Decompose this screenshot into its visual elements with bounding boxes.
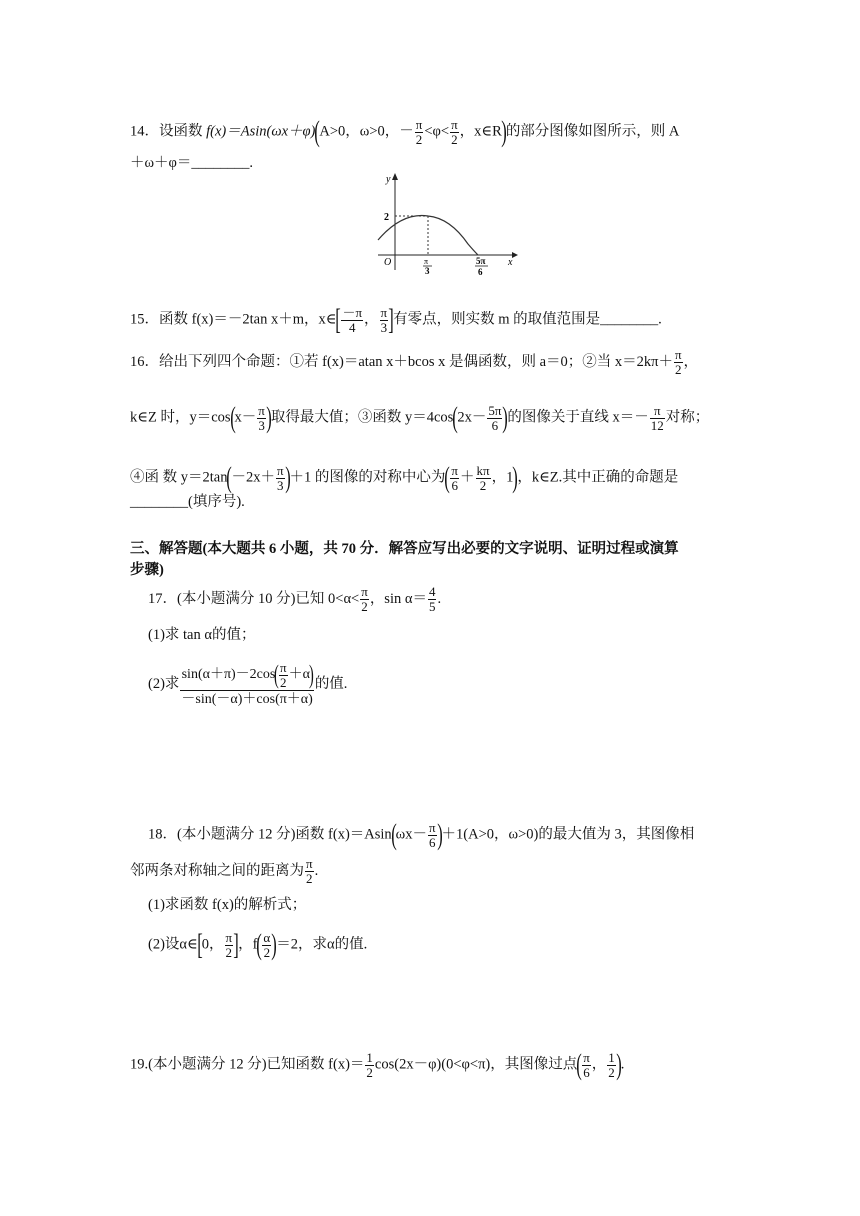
q16-line2 (130, 403, 709, 433)
q14-xr: ，x∈R (459, 123, 502, 140)
frac-pi-2-q17: $\frac{\pi}{2}$ (361, 584, 368, 614)
lp: ( (229, 401, 236, 434)
q19-end: . (620, 1056, 625, 1073)
frac-5pi-6: $\frac{5\pi}{6}$ (488, 402, 502, 433)
q16-l3f: ＋ (460, 469, 475, 486)
q18-tail: ＋1(A>0，ω>0)的最大值为 3，其图像相 (441, 826, 695, 843)
q17-den: －sin(－α)＋cos(π＋α) (181, 692, 313, 707)
frac-pi-6-q19: $\frac{\pi}{6}$ (583, 1049, 590, 1080)
section-heading-2: 步骤) (130, 562, 164, 578)
q16-l2c: 取得最大值；③函数 y＝4cos (270, 409, 454, 426)
q16-l2b: x－ (234, 409, 257, 426)
frac-pi-2: $\frac{\pi}{2}$ (415, 116, 423, 147)
q18-inner: ωx－ (395, 826, 427, 843)
frac-pi-3-b: $\frac{\pi}{3}$ (276, 462, 284, 493)
frac-neg-pi-4: $\frac{-\pi}{4}$ (342, 304, 363, 335)
q16-l3b: －2x＋ (231, 469, 275, 486)
rp: ) (266, 401, 272, 434)
section-heading: 三、解答题(本大题共 6 小题，共 70 分．解答应写出必要的文字说明、证明过程或演算 (130, 541, 679, 557)
frac-a-2: $\frac{\alpha}{2}$ (263, 929, 271, 960)
q16-line4: ________(填序号). (130, 494, 245, 510)
lp7: ( (576, 1048, 582, 1081)
q17-text: 17．(本小题满分 10 分)已知 0<α< (148, 590, 360, 607)
frac-pi-2-q18: $\frac{\pi}{2}$ (306, 856, 313, 886)
lp3: ( (226, 461, 233, 494)
left-paren: ( (314, 115, 321, 148)
q16-l2a: k∈Z 时，y＝cos (130, 409, 231, 426)
q16-l3j: ，k∈Z.其中正确的命题是 (517, 469, 679, 486)
q18-head (148, 820, 694, 850)
x-label: x (508, 257, 513, 268)
q16-l3c: ＋1 的图像的对称中心为 (289, 469, 446, 486)
frac-pi-3: $\frac{\pi}{3}$ (380, 304, 388, 335)
q18-part1: (1)求函数 f(x)的解析式； (148, 897, 307, 913)
frac-pi-12: $\frac{\pi}{12}$ (650, 402, 664, 433)
y-tick-2: 2 (384, 212, 389, 223)
q14-line2: ＋ω＋φ＝________. (130, 155, 254, 171)
q17-part1: (1)求 tan α的值； (148, 627, 256, 643)
q16-l3i: ，1 (491, 469, 514, 486)
q17-mid: ，sin α＝ (369, 590, 427, 607)
q15-line: 15．函数 f(x)＝－2tan x＋m，x∈[ $\frac{-\pi}{4}$ ， $\frac{\pi}{3}$ ]有零点，则实数 m 的取值范围是________. (130, 303, 662, 336)
lp6: ( (256, 928, 263, 961)
x-tick1-den: 3 (425, 266, 430, 276)
right-paren: ) (501, 115, 507, 148)
q17-part2 (148, 660, 347, 709)
q19-mid: cos(2x－φ)(0<φ<π)，其图像过点 (374, 1056, 578, 1073)
q16-line3 (130, 463, 678, 493)
q17-p2-post: 的值. (314, 675, 348, 692)
frac-pi-2-q16: $\frac{\pi}{2}$ (674, 347, 682, 377)
q15-post: 有零点，则实数 m 的取值范围是________. (393, 311, 662, 328)
q16-l2d: 2x－ (457, 409, 487, 426)
q18-p2b: 0， (201, 936, 224, 953)
frac-pi-2b: $\frac{\pi}{2}$ (451, 116, 458, 147)
q17-num-b: ＋α (288, 667, 310, 683)
rb: ] (233, 928, 239, 961)
frac-4-5: $\frac{4}{5}$ (428, 584, 436, 614)
q19-text: 19.(本小题满分 12 分)已知函数 f(x)＝ (130, 1056, 365, 1073)
frac-pi-6: $\frac{\pi}{6}$ (451, 462, 458, 493)
right-bracket: ] (388, 303, 394, 336)
y-label: y (386, 174, 391, 185)
q18-p2c: ，f (238, 936, 258, 953)
sine-graph (372, 170, 532, 280)
q18-p2e: ＝2，求α的值. (276, 936, 368, 953)
rp6: ) (271, 928, 277, 961)
q16-l1: 16．给出下列四个命题：①若 f(x)＝atan x＋bcos x 是偶函数，则 a＝0；②当 x＝2kπ＋ (130, 353, 673, 370)
x-axis-arrow (512, 252, 518, 258)
rp3: ) (284, 461, 291, 494)
q19-head: 19.(本小题满分 12 分)已知函数 f(x)＝ $\frac{1}{2}$ cos(2x－φ)(0<φ<π)，其图像过点( $\frac{\pi}{6}$ ， $\frac{1}{2}$ ). (130, 1048, 625, 1081)
rp2: ) (502, 401, 509, 434)
y-axis-arrow (392, 173, 398, 180)
q18-l2: 邻两条对称轴之间的距离为 (130, 862, 304, 879)
q14-label: 14．设函数 (130, 123, 203, 140)
lb: [ (197, 928, 203, 961)
lp2: ( (452, 401, 459, 434)
q14-cond: A>0，ω>0，－ (319, 123, 414, 140)
rp4: ) (512, 461, 519, 494)
origin-label: O (384, 257, 392, 268)
frac-pi-6-q18: $\frac{\pi}{6}$ (428, 819, 436, 850)
q15-pre: 15．函数 f(x)＝－2tan x＋m，x∈ (130, 311, 337, 328)
lp5: ( (390, 818, 397, 851)
q14-tail: 的部分图像如图所示，则 A (505, 123, 680, 140)
frac-kpi-2: $\frac{k\pi}{2}$ (476, 462, 490, 493)
q17-p2-pre: (2)求 (148, 675, 180, 692)
lp4: ( (444, 461, 451, 494)
q17-num-a: sin(α＋π)－2cos (181, 667, 276, 683)
rp5: ) (436, 818, 443, 851)
frac-pi-2-q18b: $\frac{\pi}{2}$ (225, 929, 233, 960)
q16-line1: 16．给出下列四个命题：①若 f(x)＝atan x＋bcos x 是偶函数，则 a＝0；②当 x＝2kπ＋ $\frac{\pi}{2}$ ， (130, 347, 699, 377)
q16-l2j: 对称； (665, 409, 710, 426)
q18-line2: 邻两条对称轴之间的距离为 $\frac{\pi}{2}$ . (130, 856, 319, 886)
x-tick2-num: 5π (476, 256, 486, 266)
q14-function: f(x)＝Asin(ωx＋φ) (206, 123, 316, 140)
q17-fraction: sin(α＋π)－2cos( $\frac{\pi}{2}$ ＋α) －sin(－α)＋cos(π＋α) (181, 659, 314, 707)
frac-1-2: $\frac{1}{2}$ (366, 1049, 373, 1080)
q14-line1 (130, 117, 679, 147)
x-tick1-num: π (424, 257, 429, 266)
frac-pi-3-q16: $\frac{\pi}{3}$ (258, 402, 265, 433)
frac-1-2b: $\frac{1}{2}$ (608, 1049, 615, 1080)
q16-l3a: ④函 数 y＝2tan (130, 469, 228, 486)
q17-head: 17．(本小题满分 10 分)已知 0<α< $\frac{\pi}{2}$ ，sin α＝ $\frac{4}{5}$ . (148, 584, 442, 614)
q18-text: 18．(本小题满分 12 分)函数 f(x)＝Asin (148, 826, 392, 843)
q18-part2 (148, 930, 367, 960)
q18-p2a: (2)设α∈ (148, 936, 198, 953)
x-tick2-den: 6 (478, 267, 483, 277)
rp7: ) (616, 1048, 622, 1081)
q14-lt: <φ< (424, 123, 450, 140)
q16-l2g: 的图像关于直线 x＝－ (507, 409, 649, 426)
left-bracket: [ (335, 303, 342, 336)
